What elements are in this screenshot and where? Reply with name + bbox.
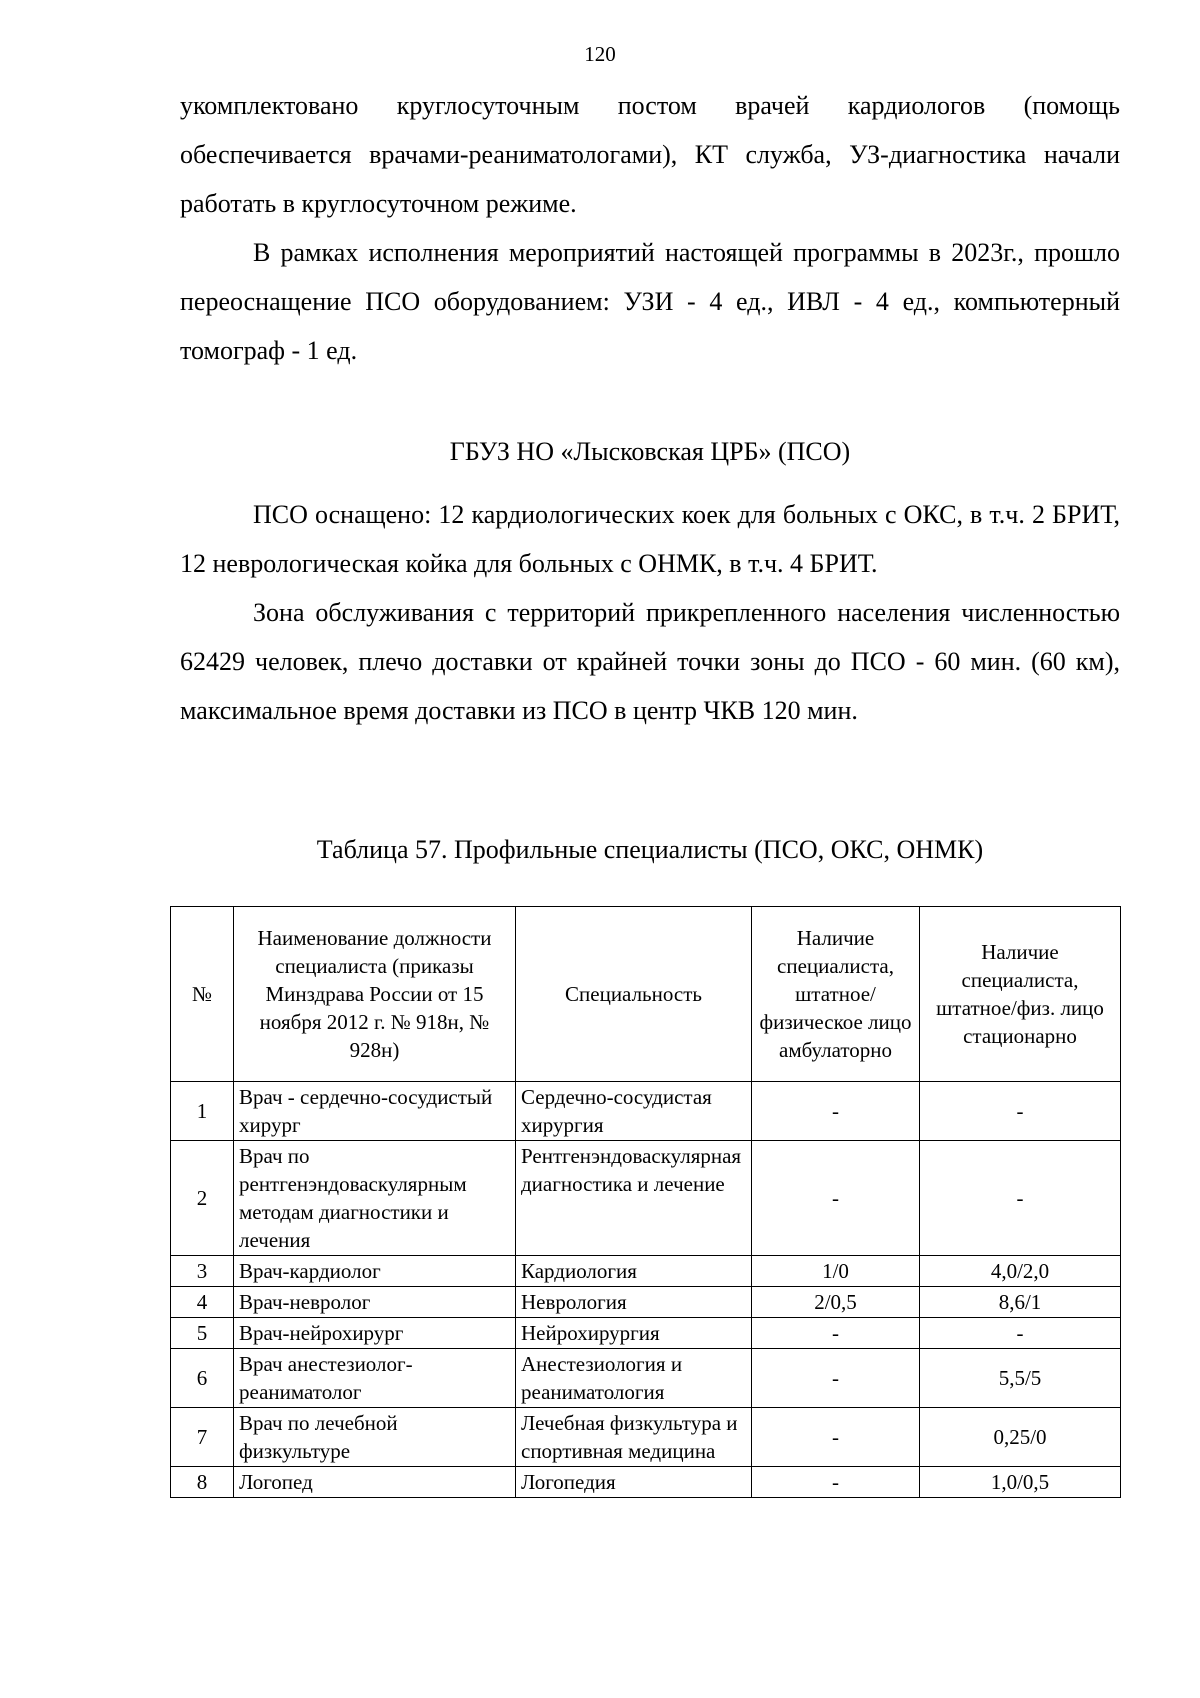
table-row — [171, 1408, 1121, 1467]
paragraph-equipment-staffing: укомплектовано круглосуточным постом врачей кардиологов (помощь обеспечивается врачами-реаниматологами), КТ служба, УЗ-диагностика начали работать в круглосуточном режиме. — [180, 91, 1120, 218]
row-number: 2 — [171, 1141, 234, 1256]
header-specialty: Специальность — [516, 907, 752, 1082]
stationary-cell: 0,25/0 — [920, 1408, 1121, 1467]
row-number: 1 — [171, 1082, 234, 1141]
row-number: 4 — [171, 1287, 234, 1318]
stationary-cell: - — [920, 1318, 1121, 1349]
row-number: 7 — [171, 1408, 234, 1467]
ambulatory-cell: 1/0 — [752, 1256, 920, 1287]
ambulatory-cell: - — [752, 1349, 920, 1408]
table-row — [171, 1141, 1121, 1256]
table-row — [171, 1082, 1121, 1141]
ambulatory-cell: - — [752, 1467, 920, 1498]
paragraph-service-zone: Зона обслуживания с территорий прикрепленного населения численностью 62429 человек, плечо доставки от крайней точки зоны до ПСО - 60 мин. (60 км), максимальное время доставки из ПСО в центр ЧКВ 120 мин. — [180, 598, 1120, 725]
stationary-cell: - — [920, 1141, 1121, 1256]
table-header-row — [171, 907, 1121, 1082]
position-cell: Врач-невролог — [234, 1287, 516, 1318]
paragraph-reequipment: В рамках исполнения мероприятий настоящей программы в 2023г., прошло переоснащение ПСО оборудованием: УЗИ - 4 ед., ИВЛ - 4 ед., компьютерный томограф - 1 ед. — [180, 238, 1120, 365]
stationary-cell: - — [920, 1082, 1121, 1141]
table-row — [171, 1287, 1121, 1318]
position-cell: Врач по рентгенэндоваскулярным методам диагностики и лечения — [234, 1141, 516, 1256]
specialists-table — [170, 906, 1121, 1498]
specialty-cell: Нейрохирургия — [516, 1318, 752, 1349]
row-number: 3 — [171, 1256, 234, 1287]
position-cell: Врач - сердечно-сосудистый хирург — [234, 1082, 516, 1141]
position-cell: Логопед — [234, 1467, 516, 1498]
stationary-cell: 4,0/2,0 — [920, 1256, 1121, 1287]
table-body — [171, 1082, 1121, 1498]
ambulatory-cell: - — [752, 1082, 920, 1141]
position-cell: Врач-нейрохирург — [234, 1318, 516, 1349]
ambulatory-cell: - — [752, 1318, 920, 1349]
row-number: 5 — [171, 1318, 234, 1349]
page-number: 120 — [584, 42, 616, 66]
ambulatory-cell: - — [752, 1141, 920, 1256]
header-ambulatory: Наличие специалиста, штатное/физическое лицо амбулаторно — [752, 907, 920, 1082]
stationary-cell: 1,0/0,5 — [920, 1467, 1121, 1498]
header-stationary: Наличие специалиста, штатное/физ. лицо стационарно — [920, 907, 1121, 1082]
section-heading: ГБУЗ НО «Лысковская ЦРБ» (ПСО) — [449, 437, 851, 466]
header-num: № — [171, 907, 234, 1082]
paragraph-beds: ПСО оснащено: 12 кардиологических коек для больных с ОКС, в т.ч. 2 БРИТ, 12 неврологическая койка для больных с ОНМК, в т.ч. 4 БРИТ. — [180, 500, 1120, 578]
stationary-cell: 8,6/1 — [920, 1287, 1121, 1318]
specialty-cell: Логопедия — [516, 1467, 752, 1498]
header-position: Наименование должности специалиста (приказы Минздрава России от 15 ноября 2012 г. № 918н, № 928н) — [234, 907, 516, 1082]
specialty-cell: Кардиология — [516, 1256, 752, 1287]
ambulatory-cell: - — [752, 1408, 920, 1467]
row-number: 8 — [171, 1467, 234, 1498]
position-cell: Врач по лечебной физкультуре — [234, 1408, 516, 1467]
table-caption: Таблица 57. Профильные специалисты (ПСО, ОКС, ОНМК) — [316, 835, 984, 864]
table-row — [171, 1256, 1121, 1287]
position-cell: Врач-кардиолог — [234, 1256, 516, 1287]
stationary-cell: 5,5/5 — [920, 1349, 1121, 1408]
table-row — [171, 1467, 1121, 1498]
specialty-cell: Сердечно-сосудистая хирургия — [516, 1082, 752, 1141]
position-cell: Врач анестезиолог-реаниматолог — [234, 1349, 516, 1408]
table-row — [171, 1349, 1121, 1408]
row-number: 6 — [171, 1349, 234, 1408]
specialty-cell: Рентгенэндоваскулярная диагностика и лечение — [516, 1141, 752, 1256]
table-row — [171, 1318, 1121, 1349]
specialty-cell: Неврология — [516, 1287, 752, 1318]
specialty-cell: Лечебная физкультура и спортивная медицина — [516, 1408, 752, 1467]
specialty-cell: Анестезиология и реаниматология — [516, 1349, 752, 1408]
ambulatory-cell: 2/0,5 — [752, 1287, 920, 1318]
